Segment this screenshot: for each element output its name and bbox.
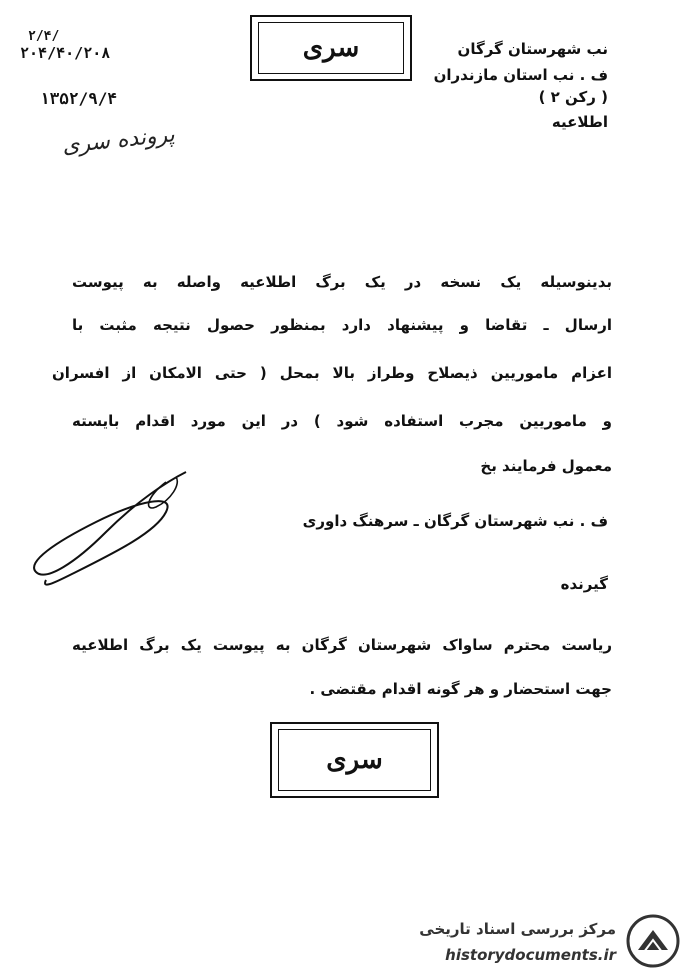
classification-stamp-bottom xyxy=(270,722,439,798)
book-logo-icon xyxy=(626,912,680,970)
sender-line: ف . نب شهرستان گرگان ـ سرهنگ داوری xyxy=(302,512,608,530)
reference-number: ۲۰۴/۴۰/۲۰۸ xyxy=(20,43,111,62)
archive-title: مرکز بررسی اسناد تاریخی xyxy=(419,920,616,938)
handwritten-note: پرونده سری xyxy=(61,122,176,159)
header-line-3: ( رکن ۲ ) xyxy=(538,87,608,106)
body-line-1: بدینوسیله یک نسخه در یک برگ اطلاعیه واصله به پیوست xyxy=(72,273,612,291)
reference-line-1: ۲/۴/ xyxy=(28,29,60,44)
body-line-2: ارسال ـ تقاضا و پیشنهاد دارد بمنظور حصول نتیجه مثبت با xyxy=(72,316,612,334)
closing-line-1: ریاست محترم ساواک شهرستان گرگان به پیوست یک برگ اطلاعیه xyxy=(72,636,612,654)
stamp-text: سری xyxy=(278,729,431,791)
body-line-3: اعزام ماموریین ذیصلاح وطراز بالا بمحل ( حتی الامکان از افسران xyxy=(52,364,612,382)
signature-scribble xyxy=(16,462,216,602)
stamp-text: سری xyxy=(258,22,404,74)
reference-block xyxy=(20,30,190,109)
closing-line-2: جهت استحضار و هر گونه اقدام مقتضی . xyxy=(309,680,612,698)
header-block xyxy=(398,42,608,141)
body-line-4: و ماموریین مجرب استفاده شود ) در این مورد اقدام بایسته xyxy=(72,412,612,430)
header-line-2: ف . نب استان مازندران xyxy=(433,65,608,84)
recipient-label: گیرنده xyxy=(560,575,608,593)
archive-url: historydocuments.ir xyxy=(445,946,616,964)
header-line-1: نب شهرستان گرگان xyxy=(457,40,608,58)
reference-date: ۱۳۵۲/۹/۴ xyxy=(40,89,118,109)
body-line-5: معمول فرمایند بخ xyxy=(480,457,612,475)
header-line-4: اطلاعیه xyxy=(551,113,608,132)
archive-footer xyxy=(400,912,680,972)
classification-stamp-top xyxy=(250,15,412,81)
